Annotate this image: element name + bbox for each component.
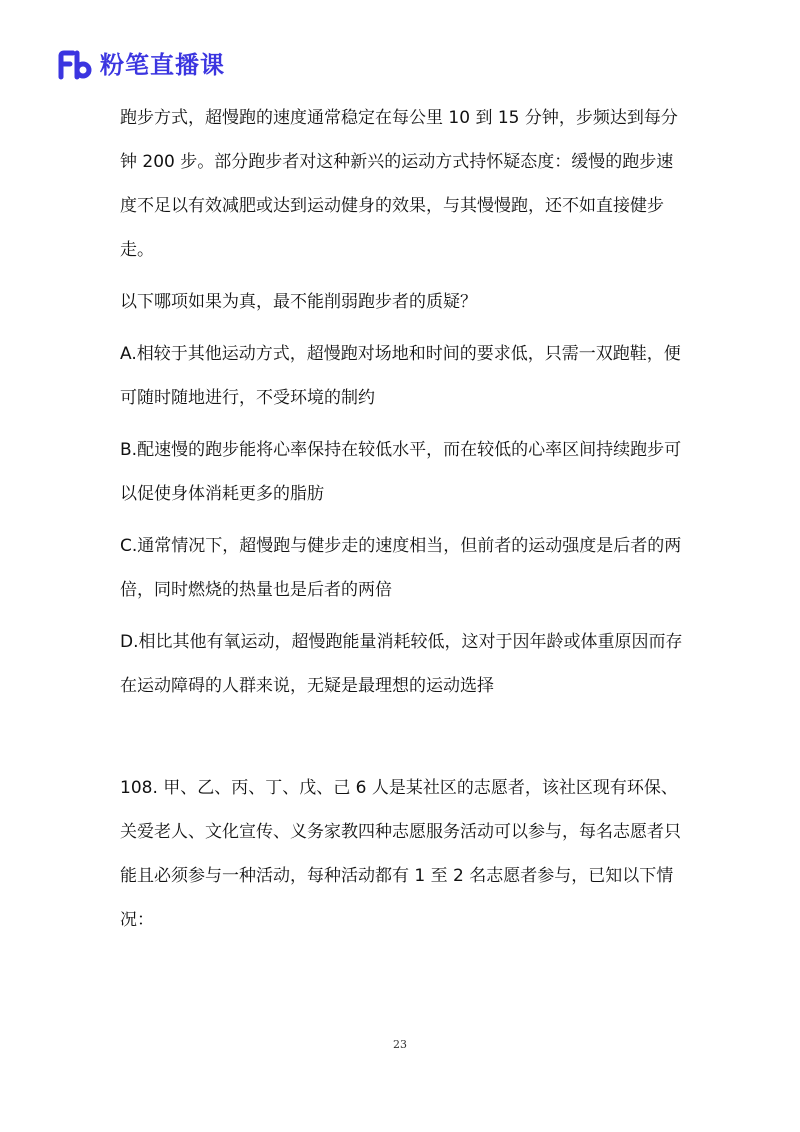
brand-logo xyxy=(58,50,225,80)
intro-paragraph: 跑步方式，超慢跑的速度通常稳定在每公里 10 到 15 分钟，步频达到每分钟 200 步。部分跑步者对这种新兴的运动方式持怀疑态度：缓慢的跑步速度不足以有效减肥或达到运动健身的效果，与其慢慢跑，还不如直接健步走。 xyxy=(120,108,678,260)
option-c: C.通常情况下，超慢跑与健步走的速度相当，但前者的运动强度是后者的两倍，同时燃烧的热量也是后者的两倍 xyxy=(120,536,682,600)
question-stem: 以下哪项如果为真，最不能削弱跑步者的质疑？ xyxy=(120,292,477,312)
brand-name: 粉笔直播课 xyxy=(100,51,225,79)
document-body xyxy=(120,96,690,942)
fb-logo-icon xyxy=(58,50,92,80)
option-a: A.相较于其他运动方式，超慢跑对场地和时间的要求低，只需一双跑鞋，便可随时随地进行，不受环境的制约 xyxy=(120,344,681,408)
option-d: D.相比其他有氧运动，超慢跑能量消耗较低，这对于因年龄或体重原因而存在运动障碍的人群来说，无疑是最理想的运动选择 xyxy=(120,632,683,696)
page-number: 23 xyxy=(393,1038,407,1051)
option-b: B.配速慢的跑步能将心率保持在较低水平，而在较低的心率区间持续跑步可以促使身体消耗更多的脂肪 xyxy=(120,440,682,504)
next-question: 108. 甲、乙、丙、丁、戊、己 6 人是某社区的志愿者，该社区现有环保、关爱老人、文化宣传、义务家教四种志愿服务活动可以参与，每名志愿者只能且必须参与一种活动，每种活动都有 1 至 2 名志愿者参与，已知以下情况： xyxy=(120,778,681,930)
